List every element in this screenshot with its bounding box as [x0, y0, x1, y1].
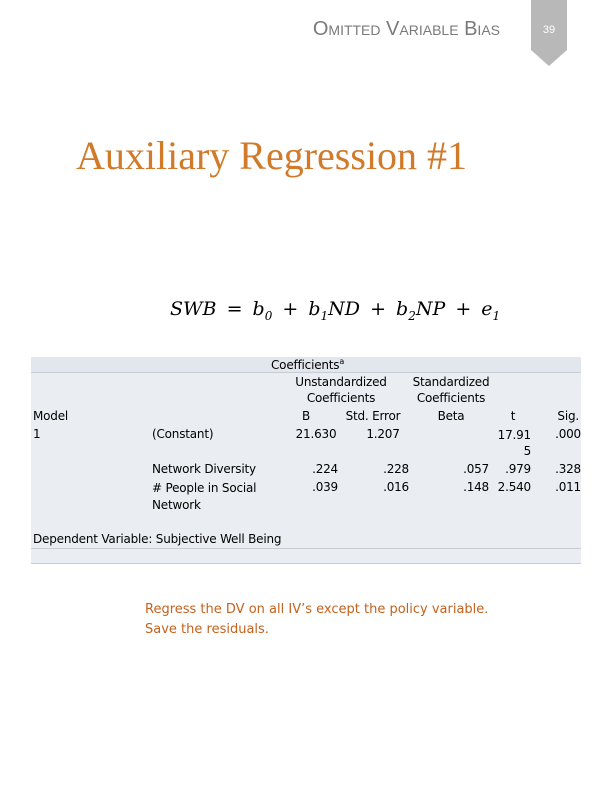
row-b: .039: [312, 480, 338, 494]
header-b: B: [301, 409, 311, 423]
table-title-sup: a: [339, 357, 345, 366]
header-t: t: [510, 409, 516, 423]
row-label: (Constant): [152, 427, 214, 441]
note-line-1: Regress the DV on all IV’s except the policy variable.: [145, 602, 489, 617]
slide-title: Auxiliary Regression #1: [76, 133, 468, 178]
header-unstandardized: Unstandardized Coefficients: [295, 375, 387, 405]
header-sig: Sig.: [557, 409, 579, 423]
eq-plus1: +: [282, 298, 299, 320]
eq-plus2: +: [370, 298, 386, 320]
eq-term1-var: ND: [328, 298, 361, 320]
header-title: Omitted Variable Bias: [312, 18, 500, 40]
note-line-2: Save the residuals.: [145, 622, 269, 637]
coefficients-table: [31, 357, 581, 564]
row-sig: .000: [555, 427, 581, 441]
row-b: .224: [312, 462, 338, 476]
instruction-note: [145, 600, 488, 640]
row-label: # People in Social Network: [152, 481, 257, 512]
eq-term3-sub: 1: [492, 308, 501, 323]
eq-term1: b: [308, 298, 321, 320]
row-se: 1.207: [366, 427, 400, 441]
row-se: .228: [383, 462, 409, 476]
regression-equation: [170, 298, 500, 323]
row-b: 21.630: [295, 427, 337, 441]
eq-term2: b: [396, 298, 409, 320]
eq-plus3: +: [455, 298, 472, 320]
row-t: .979: [505, 462, 531, 476]
row-beta: .148: [463, 480, 489, 494]
eq-equals: =: [226, 298, 243, 320]
row-beta: .057: [463, 462, 489, 476]
table-title-text: Coefficients: [271, 358, 340, 372]
eq-term0-sub: 0: [264, 308, 273, 323]
header-beta: Beta: [437, 409, 465, 423]
header-std-error: Std. Error: [345, 409, 401, 423]
eq-lhs: SWB: [170, 298, 217, 320]
model-number: 1: [33, 427, 41, 441]
table-divider: [31, 563, 581, 564]
page-number-badge: [531, 0, 567, 66]
table-divider: [31, 372, 581, 373]
row-label: Network Diversity: [152, 462, 256, 476]
header-standardized: Standardized Coefficients: [412, 375, 490, 405]
eq-term2-var: NP: [415, 298, 446, 320]
row-se: .016: [383, 480, 409, 494]
page-number: 39: [542, 24, 556, 36]
table-divider: [31, 548, 581, 549]
row-t: 17.915: [497, 428, 531, 458]
row-sig: .011: [555, 480, 581, 494]
eq-term0: b: [252, 298, 265, 320]
eq-term3: e: [481, 298, 493, 320]
table-title: [271, 357, 344, 372]
table-footnote: Dependent Variable: Subjective Well Being: [33, 532, 282, 546]
row-t: 2.540: [497, 480, 531, 494]
eq-term1-sub: 1: [320, 308, 329, 323]
eq-term2-sub: 2: [408, 308, 416, 323]
row-sig: .328: [555, 462, 581, 476]
header-model: Model: [33, 409, 69, 423]
